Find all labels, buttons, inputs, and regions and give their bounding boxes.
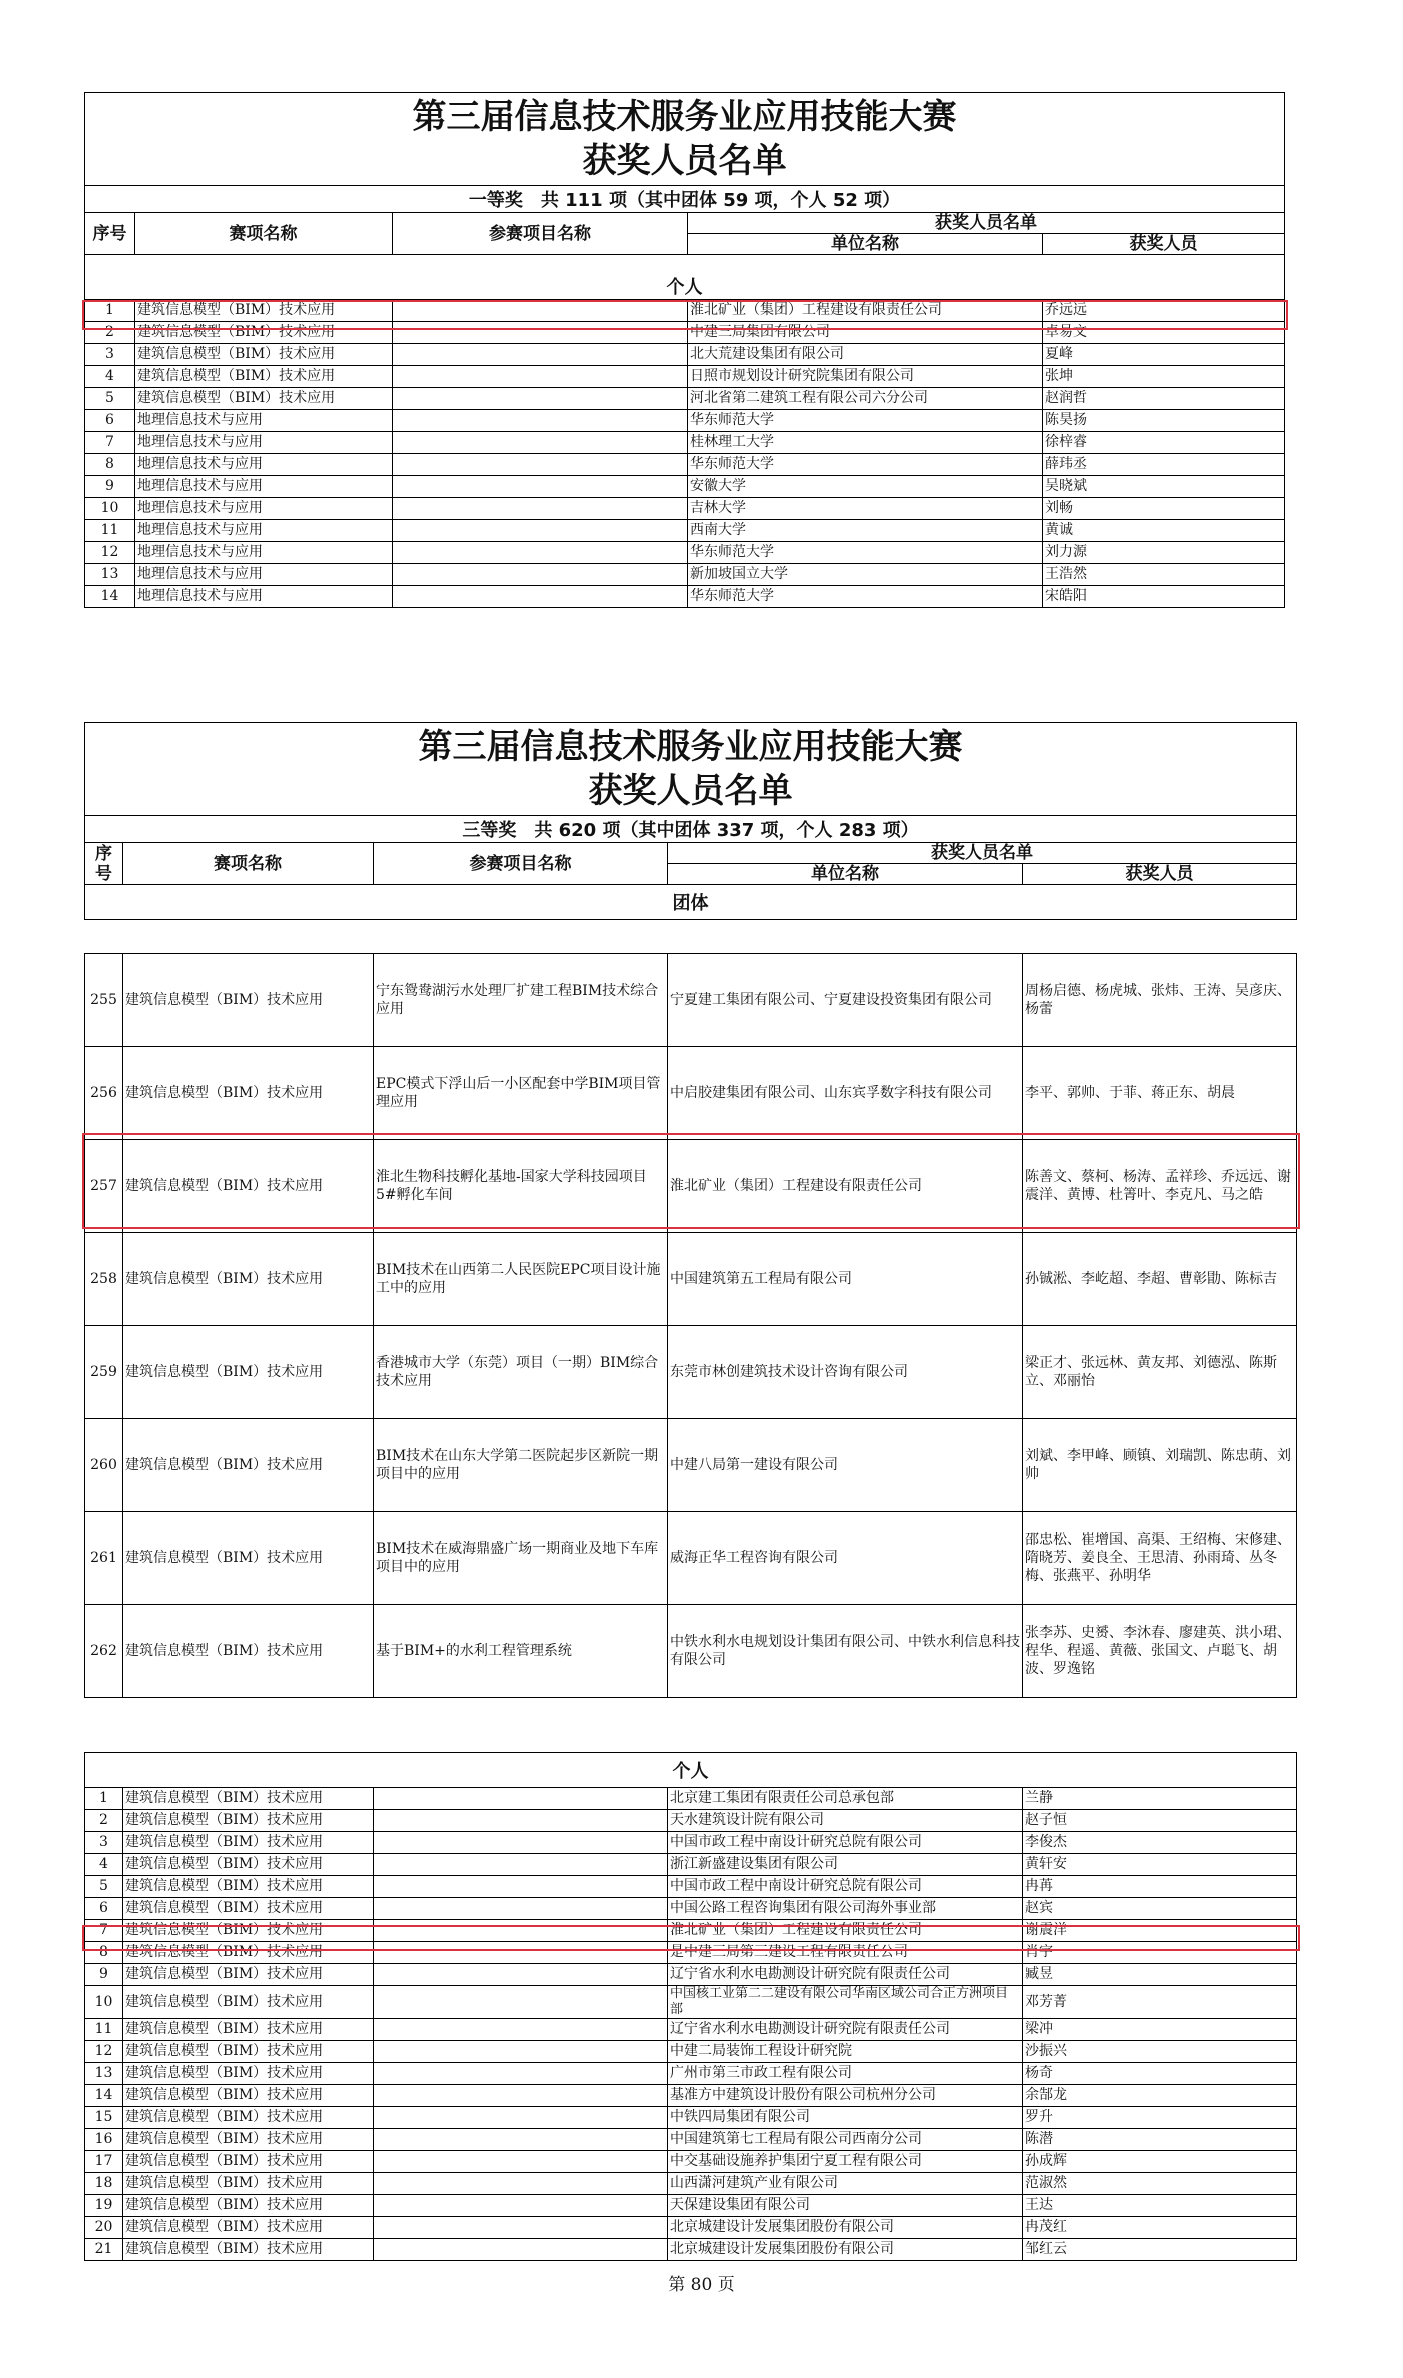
- project-name: [374, 2041, 668, 2063]
- project-name: [374, 2085, 668, 2107]
- unit-name: 华东师范大学: [688, 410, 1043, 432]
- event-name: 建筑信息模型（BIM）技术应用: [123, 1986, 374, 2019]
- project-name: [374, 2107, 668, 2129]
- project-name: [374, 1898, 668, 1920]
- event-name: 建筑信息模型（BIM）技术应用: [123, 2085, 374, 2107]
- unit-name: 安徽大学: [688, 476, 1043, 498]
- table-row: [85, 1605, 1297, 1698]
- project-name: [374, 1854, 668, 1876]
- table-row: [85, 476, 1285, 498]
- table-row: [85, 1233, 1297, 1326]
- row-number: 8: [85, 1942, 123, 1964]
- winner-name: 邹红云: [1023, 2239, 1297, 2261]
- row-number: 7: [85, 1920, 123, 1942]
- project-name: 基于BIM+的水利工程管理系统: [374, 1605, 668, 1698]
- event-name: 建筑信息模型（BIM）技术应用: [123, 1810, 374, 1832]
- winner-name: 沙振兴: [1023, 2041, 1297, 2063]
- table-row: [85, 1898, 1297, 1920]
- col-unit: 单位名称: [668, 864, 1023, 885]
- winner-name: 张坤: [1043, 366, 1285, 388]
- winner-names: 李平、郭帅、于菲、蒋正东、胡晨: [1023, 1047, 1297, 1140]
- event-name: 建筑信息模型（BIM）技术应用: [123, 954, 374, 1047]
- project-name: [374, 2217, 668, 2239]
- unit-name: 中建三局集团有限公司: [688, 322, 1043, 344]
- unit-name: 中铁四局集团有限公司: [668, 2107, 1023, 2129]
- table-row: [85, 388, 1285, 410]
- table-row: [85, 2085, 1297, 2107]
- team-table: [84, 953, 1297, 1698]
- row-number: 13: [85, 2063, 123, 2085]
- table-row: [85, 2019, 1297, 2041]
- winner-names: 刘斌、李甲峰、顾镇、刘瑞凯、陈忠萌、刘帅: [1023, 1419, 1297, 1512]
- event-name: 建筑信息模型（BIM）技术应用: [123, 2151, 374, 2173]
- project-name: [393, 498, 688, 520]
- unit-name: 辽宁省水利水电勘测设计研究院有限责任公司: [668, 2019, 1023, 2041]
- project-name: [374, 1920, 668, 1942]
- row-number: 6: [85, 410, 135, 432]
- event-name: 建筑信息模型（BIM）技术应用: [123, 2217, 374, 2239]
- col-award-group: 获奖人员名单: [668, 843, 1297, 864]
- project-name: [393, 542, 688, 564]
- row-number: 19: [85, 2195, 123, 2217]
- unit-name: 西南大学: [688, 520, 1043, 542]
- project-name: [374, 2195, 668, 2217]
- table-row: [85, 1832, 1297, 1854]
- winner-name: 杨奇: [1023, 2063, 1297, 2085]
- event-name: 地理信息技术与应用: [135, 498, 393, 520]
- row-number: 14: [85, 2085, 123, 2107]
- row-number: 5: [85, 1876, 123, 1898]
- row-number: 1: [85, 300, 135, 322]
- table-row: [85, 344, 1285, 366]
- winner-name: 吴晓斌: [1043, 476, 1285, 498]
- unit-name: 中交基础设施养护集团宁夏工程有限公司: [668, 2151, 1023, 2173]
- project-name: [374, 2151, 668, 2173]
- first-prize-block: [84, 92, 1284, 608]
- row-number: 2: [85, 1810, 123, 1832]
- event-name: 建筑信息模型（BIM）技术应用: [135, 366, 393, 388]
- project-name: [374, 2063, 668, 2085]
- row-number: 9: [85, 476, 135, 498]
- winner-name: 邓芳菁: [1023, 1986, 1297, 2019]
- winner-name: 梁冲: [1023, 2019, 1297, 2041]
- project-name: [374, 1788, 668, 1810]
- winner-names: 周杨启德、杨虎城、张炜、王涛、吴彦庆、杨蕾: [1023, 954, 1297, 1047]
- first-prize-table: [84, 92, 1285, 608]
- row-number: 262: [85, 1605, 123, 1698]
- project-name: [393, 432, 688, 454]
- unit-name: 辽宁省水利水电勘测设计研究院有限责任公司: [668, 1964, 1023, 1986]
- col-project: 参赛项目名称: [393, 213, 688, 255]
- third-prize-header-table: [84, 722, 1297, 920]
- winner-name: 黄诚: [1043, 520, 1285, 542]
- unit-name: 桂林理工大学: [688, 432, 1043, 454]
- winner-name: 李俊杰: [1023, 1832, 1297, 1854]
- project-name: [393, 410, 688, 432]
- row-number: 6: [85, 1898, 123, 1920]
- unit-name: 北京城建设计发展集团股份有限公司: [668, 2217, 1023, 2239]
- col-person: 获奖人员: [1043, 234, 1285, 255]
- unit-name: 广州市第三市政工程有限公司: [668, 2063, 1023, 2085]
- project-name: [393, 520, 688, 542]
- winner-name: 陈潜: [1023, 2129, 1297, 2151]
- winner-names: 邵忠松、崔增国、高渠、王绍梅、宋修建、隋晓芳、姜良全、王思清、孙雨琦、丛冬梅、张燕平、孙明华: [1023, 1512, 1297, 1605]
- project-name: [374, 2239, 668, 2261]
- project-name: [374, 1876, 668, 1898]
- project-name: [393, 366, 688, 388]
- winner-name: 谢震洋: [1023, 1920, 1297, 1942]
- winner-name: 王浩然: [1043, 564, 1285, 586]
- row-number: 14: [85, 586, 135, 608]
- col-award-group: 获奖人员名单: [688, 213, 1285, 234]
- project-name: [393, 388, 688, 410]
- unit-name: 新加坡国立大学: [688, 564, 1043, 586]
- row-number: 21: [85, 2239, 123, 2261]
- row-number: 3: [85, 1832, 123, 1854]
- unit-name: 淮北矿业（集团）工程建设有限责任公司: [668, 1920, 1023, 1942]
- winner-name: 罗升: [1023, 2107, 1297, 2129]
- table-row: [85, 366, 1285, 388]
- project-name: [393, 476, 688, 498]
- row-number: 256: [85, 1047, 123, 1140]
- table-row: [85, 498, 1285, 520]
- row-number: 4: [85, 1854, 123, 1876]
- table-row: [85, 1964, 1297, 1986]
- row-number: 20: [85, 2217, 123, 2239]
- unit-name: 华东师范大学: [688, 542, 1043, 564]
- event-name: 建筑信息模型（BIM）技术应用: [123, 1898, 374, 1920]
- event-name: 建筑信息模型（BIM）技术应用: [123, 1605, 374, 1698]
- unit-name: 中建八局第一建设有限公司: [668, 1419, 1023, 1512]
- col-no: 序号: [85, 843, 123, 885]
- event-name: 地理信息技术与应用: [135, 520, 393, 542]
- table-row: [85, 410, 1285, 432]
- project-name: [393, 454, 688, 476]
- winner-name: 薛玮丞: [1043, 454, 1285, 476]
- row-number: 4: [85, 366, 135, 388]
- unit-name: 中国建筑第七工程局有限公司西南分公司: [668, 2129, 1023, 2151]
- event-name: 建筑信息模型（BIM）技术应用: [123, 1047, 374, 1140]
- event-name: 建筑信息模型（BIM）技术应用: [123, 2019, 374, 2041]
- table-row: [85, 2129, 1297, 2151]
- winner-name: 臧昱: [1023, 1964, 1297, 1986]
- table-row: [85, 1419, 1297, 1512]
- table-row: [85, 586, 1285, 608]
- table-row: [85, 1788, 1297, 1810]
- row-number: 257: [85, 1140, 123, 1233]
- project-name: [374, 1964, 668, 1986]
- row-number: 17: [85, 2151, 123, 2173]
- event-name: 建筑信息模型（BIM）技术应用: [135, 322, 393, 344]
- event-name: 建筑信息模型（BIM）技术应用: [123, 1854, 374, 1876]
- row-number: 2: [85, 322, 135, 344]
- table-row: [85, 2151, 1297, 2173]
- event-name: 建筑信息模型（BIM）技术应用: [123, 2239, 374, 2261]
- unit-name: 华东师范大学: [688, 586, 1043, 608]
- project-name: [393, 344, 688, 366]
- winner-name: 兰静: [1023, 1788, 1297, 1810]
- project-name: [374, 2019, 668, 2041]
- section-team: 团体: [85, 885, 1297, 920]
- winner-name: 王达: [1023, 2195, 1297, 2217]
- event-name: 建筑信息模型（BIM）技术应用: [123, 1419, 374, 1512]
- table-row: [85, 322, 1285, 344]
- event-name: 建筑信息模型（BIM）技术应用: [123, 2173, 374, 2195]
- event-name: 建筑信息模型（BIM）技术应用: [123, 2107, 374, 2129]
- section-individual: 个人: [85, 273, 1285, 300]
- unit-name: 吉林大学: [688, 498, 1043, 520]
- winner-name: 孙成辉: [1023, 2151, 1297, 2173]
- project-name: [374, 1942, 668, 1964]
- winner-name: 黄轩安: [1023, 1854, 1297, 1876]
- unit-name: 威海正华工程咨询有限公司: [668, 1512, 1023, 1605]
- winner-name: 范淑然: [1023, 2173, 1297, 2195]
- col-no: 序号: [85, 213, 135, 255]
- project-name: [374, 1832, 668, 1854]
- event-name: 建筑信息模型（BIM）技术应用: [123, 1876, 374, 1898]
- unit-name: 中铁水利水电规划设计集团有限公司、中铁水利信息科技有限公司: [668, 1605, 1023, 1698]
- winner-name: 刘力源: [1043, 542, 1285, 564]
- section-individual: 个人: [85, 1753, 1297, 1788]
- winner-name: 陈昊扬: [1043, 410, 1285, 432]
- col-unit: 单位名称: [688, 234, 1043, 255]
- unit-name: 中建二局装饰工程设计研究院: [668, 2041, 1023, 2063]
- row-number: 7: [85, 432, 135, 454]
- winner-name: 刘畅: [1043, 498, 1285, 520]
- unit-name: 中启胶建集团有限公司、山东宾孚数字科技有限公司: [668, 1047, 1023, 1140]
- unit-name: 中国建筑第五工程局有限公司: [668, 1233, 1023, 1326]
- event-name: 建筑信息模型（BIM）技术应用: [123, 1920, 374, 1942]
- event-name: 建筑信息模型（BIM）技术应用: [123, 1788, 374, 1810]
- project-name: [393, 564, 688, 586]
- row-number: 259: [85, 1326, 123, 1419]
- project-name: [374, 1810, 668, 1832]
- row-number: 255: [85, 954, 123, 1047]
- row-number: 12: [85, 542, 135, 564]
- event-name: 建筑信息模型（BIM）技术应用: [123, 1512, 374, 1605]
- winner-name: 赵宾: [1023, 1898, 1297, 1920]
- table-row: [85, 2217, 1297, 2239]
- winner-name: 冉茂红: [1023, 2217, 1297, 2239]
- event-name: 建筑信息模型（BIM）技术应用: [123, 2063, 374, 2085]
- table-row: [85, 432, 1285, 454]
- table-row: [85, 1326, 1297, 1419]
- team-block: [84, 953, 1296, 1698]
- unit-name: 天保建设集团有限公司: [668, 2195, 1023, 2217]
- project-name: 宁东鸳鸯湖污水处理厂扩建工程BIM技术综合应用: [374, 954, 668, 1047]
- event-name: 地理信息技术与应用: [135, 410, 393, 432]
- event-name: 建筑信息模型（BIM）技术应用: [123, 2129, 374, 2151]
- unit-name: 东莞市林创建筑技术设计咨询有限公司: [668, 1326, 1023, 1419]
- doc-subtitle: 获奖人员名单: [582, 141, 787, 181]
- winner-name: 冉苒: [1023, 1876, 1297, 1898]
- row-number: 8: [85, 454, 135, 476]
- unit-name: 华东师范大学: [688, 454, 1043, 476]
- event-name: 地理信息技术与应用: [135, 586, 393, 608]
- event-name: 建筑信息模型（BIM）技术应用: [123, 1942, 374, 1964]
- col-event: 赛项名称: [123, 843, 374, 885]
- event-name: 建筑信息模型（BIM）技术应用: [135, 388, 393, 410]
- row-number: 260: [85, 1419, 123, 1512]
- project-name: [393, 322, 688, 344]
- row-number: 18: [85, 2173, 123, 2195]
- unit-name: 北大荒建设集团有限公司: [688, 344, 1043, 366]
- unit-name: 是中建三局第三建设工程有限责任公司: [668, 1942, 1023, 1964]
- row-number: 16: [85, 2129, 123, 2151]
- unit-name: 日照市规划设计研究院集团有限公司: [688, 366, 1043, 388]
- table-row: [85, 1047, 1297, 1140]
- doc-title: 第三届信息技术服务业应用技能大赛: [418, 727, 963, 767]
- table-row: [85, 564, 1285, 586]
- project-name: [374, 2173, 668, 2195]
- third-prize-block: [84, 722, 1296, 920]
- event-name: 建筑信息模型（BIM）技术应用: [123, 1326, 374, 1419]
- table-row: [85, 1810, 1297, 1832]
- row-number: 258: [85, 1233, 123, 1326]
- table-row: [85, 1942, 1297, 1964]
- unit-name: 天水建筑设计院有限公司: [668, 1810, 1023, 1832]
- table-row: [85, 2239, 1297, 2261]
- unit-name: 中国核工业第二二建设有限公司华南区域公司合正方洲项目部: [668, 1986, 1023, 2019]
- event-name: 地理信息技术与应用: [135, 454, 393, 476]
- unit-name: 淮北矿业（集团）工程建设有限责任公司: [688, 300, 1043, 322]
- page-number: 第 80 页: [668, 2275, 735, 2295]
- table-row: [85, 1986, 1297, 2019]
- winner-name: 宋皓阳: [1043, 586, 1285, 608]
- winner-name: 卓易文: [1043, 322, 1285, 344]
- award-summary: 三等奖 共 620 项（其中团体 337 项，个人 283 项）: [85, 816, 1297, 843]
- winner-name: 徐梓睿: [1043, 432, 1285, 454]
- table-row: [85, 2063, 1297, 2085]
- event-name: 建筑信息模型（BIM）技术应用: [123, 1832, 374, 1854]
- project-name: [374, 1986, 668, 2019]
- row-number: 13: [85, 564, 135, 586]
- table-row: [85, 1876, 1297, 1898]
- row-number: 1: [85, 1788, 123, 1810]
- table-row: [85, 542, 1285, 564]
- unit-name: 北京城建设计发展集团股份有限公司: [668, 2239, 1023, 2261]
- unit-name: 浙江新盛建设集团有限公司: [668, 1854, 1023, 1876]
- event-name: 建筑信息模型（BIM）技术应用: [123, 1233, 374, 1326]
- table-row: [85, 954, 1297, 1047]
- row-number: 15: [85, 2107, 123, 2129]
- table-row: [85, 1512, 1297, 1605]
- row-number: 12: [85, 2041, 123, 2063]
- individual-table: [84, 1752, 1297, 2261]
- event-name: 建筑信息模型（BIM）技术应用: [123, 2041, 374, 2063]
- unit-name: 基准方中建筑设计股份有限公司杭州分公司: [668, 2085, 1023, 2107]
- event-name: 地理信息技术与应用: [135, 564, 393, 586]
- event-name: 地理信息技术与应用: [135, 542, 393, 564]
- table-row: [85, 2195, 1297, 2217]
- unit-name: 中国市政工程中南设计研究总院有限公司: [668, 1876, 1023, 1898]
- project-name: BIM技术在山东大学第二医院起步区新院一期项目中的应用: [374, 1419, 668, 1512]
- col-event: 赛项名称: [135, 213, 393, 255]
- project-name: BIM技术在山西第二人民医院EPC项目设计施工中的应用: [374, 1233, 668, 1326]
- doc-title: 第三届信息技术服务业应用技能大赛: [412, 97, 957, 137]
- winner-name: 肖宇: [1023, 1942, 1297, 1964]
- winner-names: 梁正才、张远林、黄友邦、刘德泓、陈斯立、邓丽怡: [1023, 1326, 1297, 1419]
- table-row: [85, 1854, 1297, 1876]
- row-number: 3: [85, 344, 135, 366]
- table-row: [85, 300, 1285, 322]
- winner-names: 孙铖淞、李屹超、李超、曹彰勖、陈标吉: [1023, 1233, 1297, 1326]
- row-number: 5: [85, 388, 135, 410]
- event-name: 建筑信息模型（BIM）技术应用: [123, 2195, 374, 2217]
- project-name: [393, 586, 688, 608]
- winner-names: 张李苏、史赟、李沐春、廖建英、洪小珺、程华、程遥、黄薇、张国文、卢聪飞、胡波、罗逸铭: [1023, 1605, 1297, 1698]
- individual-block: [84, 1752, 1296, 2261]
- winner-name: 乔远远: [1043, 300, 1285, 322]
- winner-name: 赵子恒: [1023, 1810, 1297, 1832]
- unit-name: 宁夏建工集团有限公司、宁夏建设投资集团有限公司: [668, 954, 1023, 1047]
- table-row: [85, 520, 1285, 542]
- table-row: [85, 1920, 1297, 1942]
- row-number: 11: [85, 2019, 123, 2041]
- unit-name: 中国市政工程中南设计研究总院有限公司: [668, 1832, 1023, 1854]
- event-name: 建筑信息模型（BIM）技术应用: [123, 1140, 374, 1233]
- col-person: 获奖人员: [1023, 864, 1297, 885]
- unit-name: 河北省第二建筑工程有限公司六分公司: [688, 388, 1043, 410]
- row-number: 11: [85, 520, 135, 542]
- project-name: 香港城市大学（东莞）项目（一期）BIM综合技术应用: [374, 1326, 668, 1419]
- project-name: BIM技术在威海鼎盛广场一期商业及地下车库项目中的应用: [374, 1512, 668, 1605]
- project-name: EPC模式下浮山后一小区配套中学BIM项目管理应用: [374, 1047, 668, 1140]
- winner-names: 陈善文、蔡柯、杨涛、孟祥珍、乔远远、谢震洋、黄博、杜箐叶、李克凡、马之皓: [1023, 1140, 1297, 1233]
- table-row: [85, 1140, 1297, 1233]
- unit-name: 山西潇河建筑产业有限公司: [668, 2173, 1023, 2195]
- project-name: 淮北生物科技孵化基地-国家大学科技园项目5#孵化车间: [374, 1140, 668, 1233]
- event-name: 地理信息技术与应用: [135, 432, 393, 454]
- unit-name: 淮北矿业（集团）工程建设有限责任公司: [668, 1140, 1023, 1233]
- event-name: 地理信息技术与应用: [135, 476, 393, 498]
- event-name: 建筑信息模型（BIM）技术应用: [123, 1964, 374, 1986]
- doc-subtitle: 获奖人员名单: [588, 771, 793, 811]
- project-name: [393, 300, 688, 322]
- unit-name: 中国公路工程咨询集团有限公司海外事业部: [668, 1898, 1023, 1920]
- winner-name: 余郜龙: [1023, 2085, 1297, 2107]
- winner-name: 赵润哲: [1043, 388, 1285, 410]
- col-project: 参赛项目名称: [374, 843, 668, 885]
- table-row: [85, 2173, 1297, 2195]
- event-name: 建筑信息模型（BIM）技术应用: [135, 300, 393, 322]
- event-name: 建筑信息模型（BIM）技术应用: [135, 344, 393, 366]
- award-summary: 一等奖 共 111 项（其中团体 59 项，个人 52 项）: [85, 186, 1285, 213]
- winner-name: 夏峰: [1043, 344, 1285, 366]
- table-row: [85, 2041, 1297, 2063]
- row-number: 10: [85, 498, 135, 520]
- project-name: [374, 2129, 668, 2151]
- table-row: [85, 2107, 1297, 2129]
- unit-name: 北京建工集团有限责任公司总承包部: [668, 1788, 1023, 1810]
- row-number: 10: [85, 1986, 123, 2019]
- row-number: 9: [85, 1964, 123, 1986]
- table-row: [85, 454, 1285, 476]
- row-number: 261: [85, 1512, 123, 1605]
